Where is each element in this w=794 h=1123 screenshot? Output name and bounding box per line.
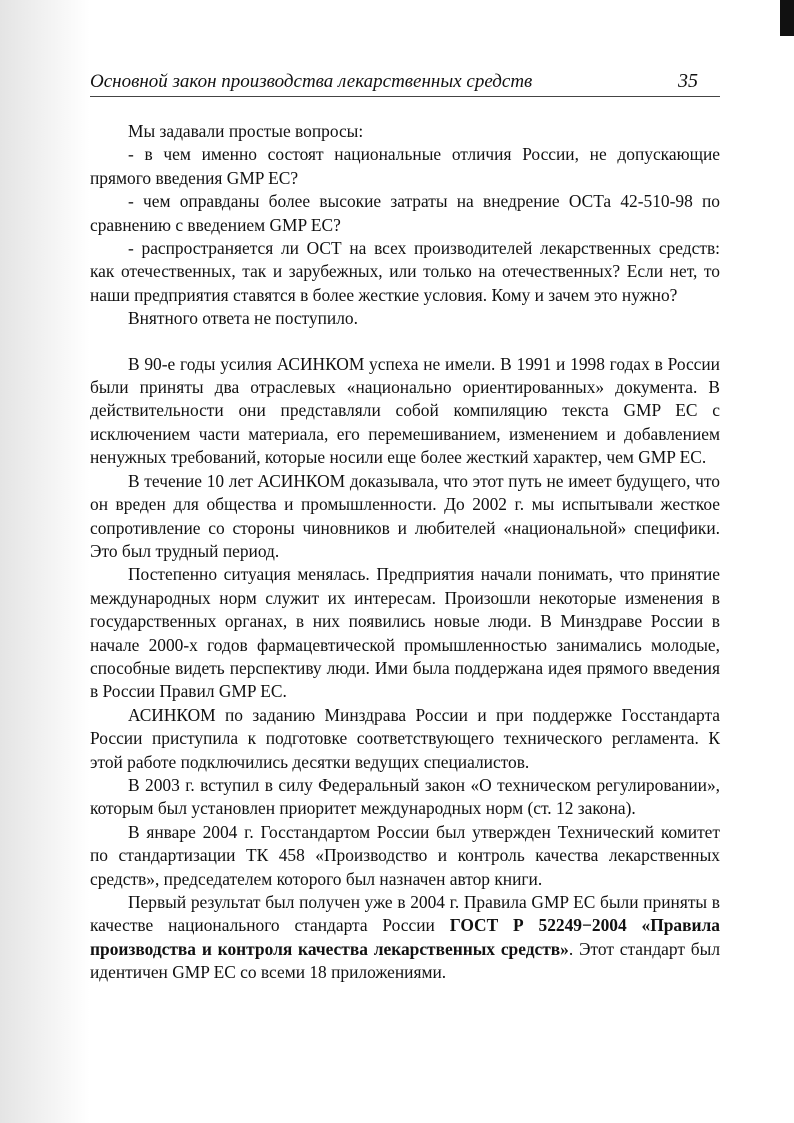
paragraph: Постепенно ситуация менялась. Предприятия начали понимать, что принятие международных норм служит их интересам. Произошли некоторые изменения в государственных органах, в них появились новые люди. В Минздраве России в начале 2000-х годов фармацевтической промышленностью занимались молодые, способные видеть перспективу люди. Ими была поддержана идея прямого введения в России Правил GMP ЕС.	[90, 564, 720, 702]
scan-corner-mark	[780, 0, 794, 36]
page-spine-shadow	[0, 0, 90, 1123]
paragraph: В январе 2004 г. Госстандартом России был утвержден Технический комитет по стандартизации ТК 458 «Производство и контроль качества лекарственных средств», председателем которого был назначен автор книги.	[90, 821, 720, 889]
standard-title-bold: ГОСТ Р 52249−2004 «Правила производства и контроля качества лекарственных средств»	[90, 915, 720, 959]
paragraph: В 2003 г. вступил в силу Федеральный закон «О техническом регулировании», которым был установлен приоритет международных норм (ст. 12 закона).	[90, 774, 720, 819]
paragraph: Внятного ответа не поступило.	[128, 308, 358, 329]
paragraph: - чем оправданы более высокие затраты на внедрение ОСТа 42-510-98 по сравнению с введением GMP ЕС?	[90, 191, 720, 235]
paragraph: В течение 10 лет АСИНКОМ доказывала, что этот путь не имеет будущего, что он вреден для общества и промышленности. До 2002 г. мы испытывали жесткое сопротивление со стороны чиновников и любителей «национальной» специфики. Это был трудный период.	[90, 470, 720, 561]
paragraph-last	[90, 891, 720, 985]
running-title: Основной закон производства лекарственных средств	[90, 71, 533, 92]
paragraph: АСИНКОМ по заданию Минздрава России и при поддержке Госстандарта России приступила к подготовке соответствующего технического регламента. К этой работе подключились десятки ведущих специалистов.	[90, 704, 720, 772]
running-header	[90, 72, 720, 97]
paragraph-text: . Этот стандарт был идентичен GMP ЕС со всеми 18 приложениями.	[90, 938, 720, 983]
paragraph: Мы задавали простые вопросы:	[128, 121, 364, 141]
paragraph: - в чем именно состоят национальные отличия России, не допускающие прямого введения GMP ЕС?	[90, 144, 720, 188]
paragraph: В 90-е годы усилия АСИНКОМ успеха не имели. В 1991 и 1998 годах в России были приняты два отраслевых «национально ориентированных» документа. В действительности они представляли собой компиляцию текста GMP ЕС с исключением части материала, его перемешиванием, изменением и добавлением ненужных требований, которые носили еще более жесткий характер, чем GMP ЕС.	[90, 353, 720, 468]
paragraph: - распространяется ли ОСТ на всех производителей лекарственных средств: как отечественных, так и зарубежных, или только на отечественных? Если нет, то наши предприятия ставятся в более жесткие условия. Кому и зачем это нужно?	[90, 238, 720, 305]
paragraph-text: Первый результат был получен уже в 2004 г. Правила GMP ЕС были приняты в качестве национального стандарта России	[90, 892, 720, 936]
page-body	[90, 120, 720, 985]
page-number: 35	[678, 70, 698, 92]
